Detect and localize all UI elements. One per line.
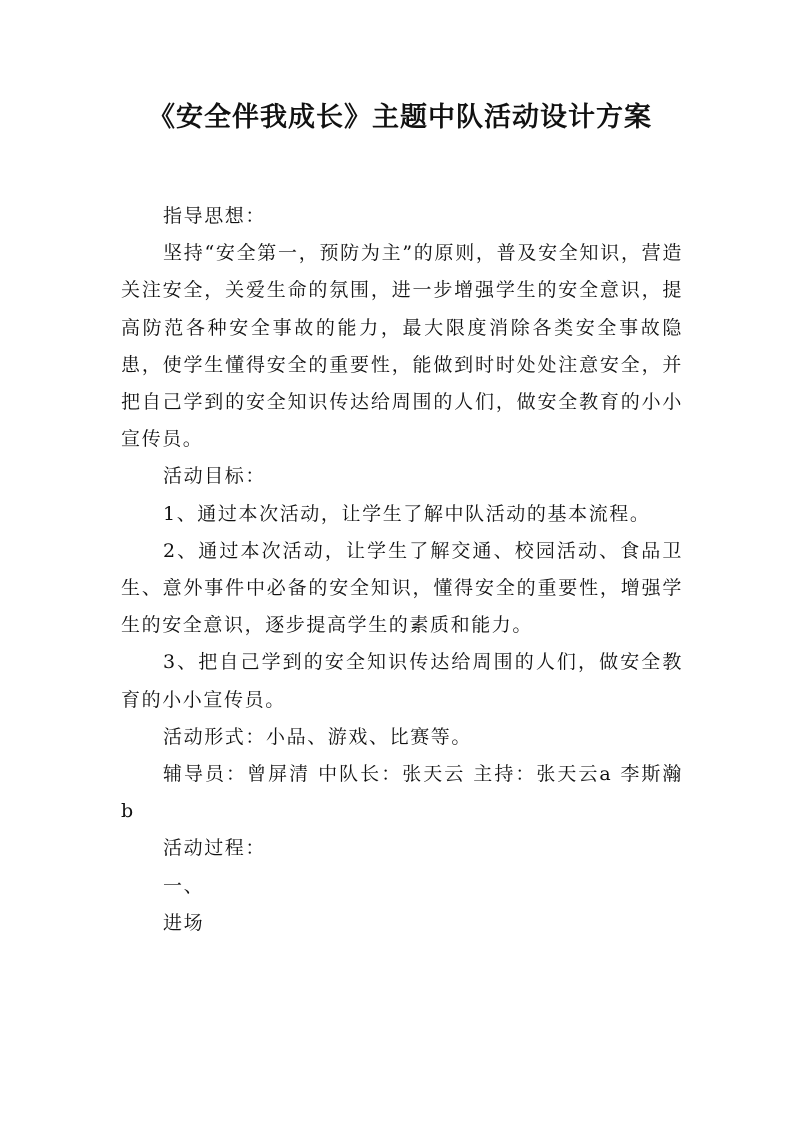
- document-body: [121, 198, 683, 942]
- activity-form: 活动形式：小品、游戏、比赛等。: [163, 725, 473, 748]
- process-step-number: 一、: [163, 874, 205, 897]
- goal-item-2: 2、通过本次活动，让学生了解交通、校园活动、食品卫生、意外事件中必备的安全知识，懂得安全的重要性，增强学生的安全意识，逐步提高学生的素质和能力。: [121, 539, 683, 637]
- section-heading-goals: 活动目标：: [163, 465, 267, 488]
- paragraph-guiding-idea: 坚持“安全第一，预防为主”的原则，普及安全知识，营造关注安全，关爱生命的氛围，进一步增强学生的安全意识，提高防范各种安全事故的能力，最大限度消除各类安全事故隐患，使学生懂得安全的重要性，能做到时时处处注意安全，并把自己学到的安全知识传达给周围的人们，做安全教育的小小宣传员。: [121, 242, 683, 451]
- section-heading-guiding-idea: 指导思想：: [163, 205, 267, 227]
- section-heading-process: 活动过程：: [163, 837, 267, 860]
- document-title: 《安全伴我成长》主题中队活动设计方案: [148, 102, 652, 133]
- process-step-entrance: 进场: [163, 911, 205, 934]
- goal-item-1: 1、通过本次活动，让学生了解中队活动的基本流程。: [163, 502, 651, 525]
- staff-line: 辅导员：曾屏清 中队长：张天云 主持：张天云a 李斯瀚 b: [121, 763, 683, 823]
- goal-item-3: 3、把自己学到的安全知识传达给周围的人们，做安全教育的小小宣传员。: [121, 651, 683, 711]
